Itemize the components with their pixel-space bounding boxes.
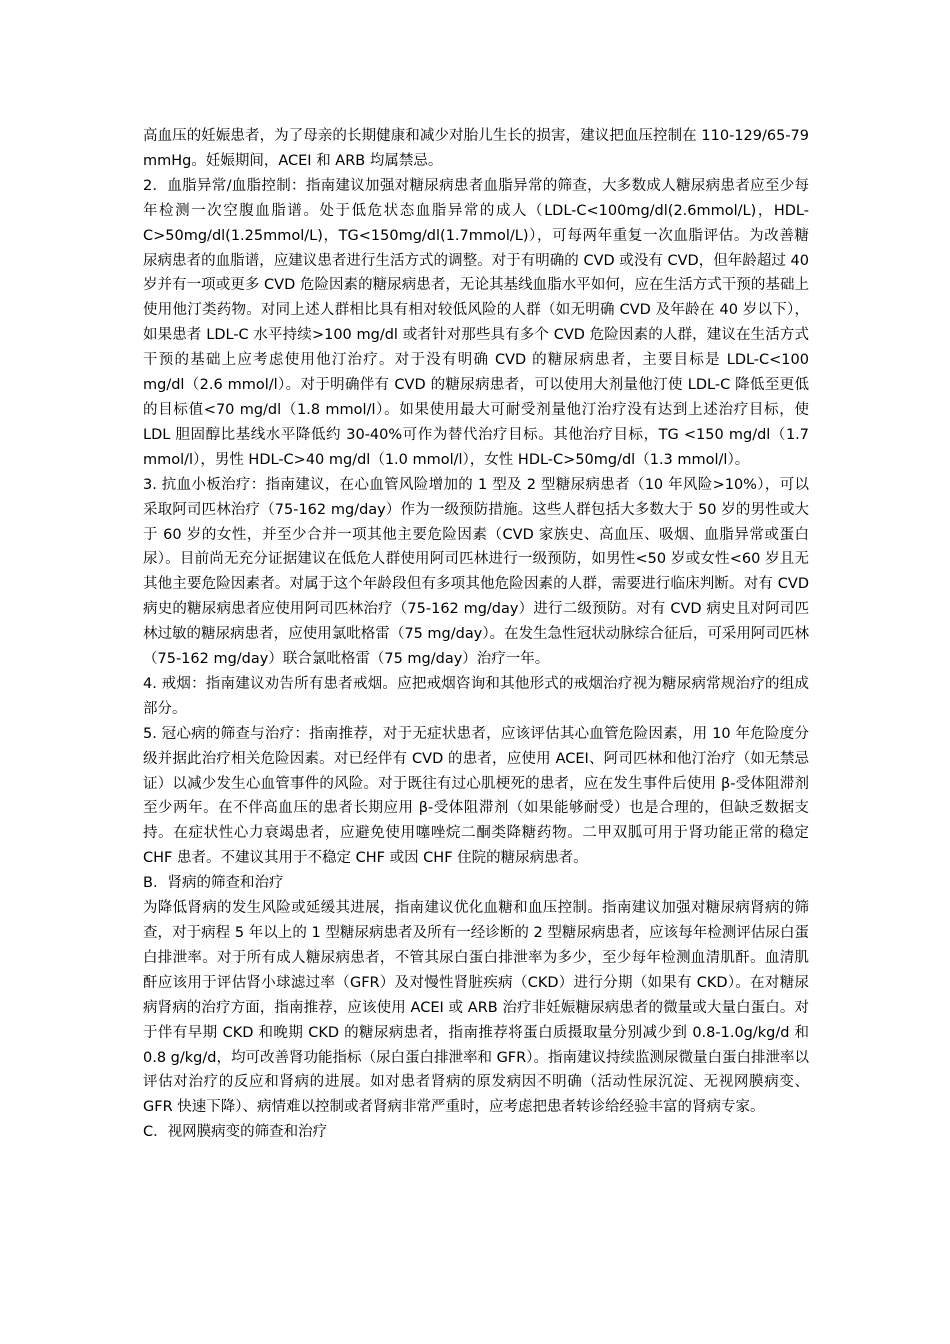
paragraph-nephropathy: 为降低肾病的发生风险或延缓其进展，指南建议优化血糖和血压控制。指南建议加强对糖尿病肾病的筛查，对于病程 5 年以上的 1 型糖尿病患者及所有一经诊断的 2 型糖尿病患者，应该每年检测评估尿白蛋白排泄率。对于所有成人糖尿病患者，不管其尿白蛋白排泄率为多少，至少每年检测血清肌酐。血清肌酐应该用于评估肾小球滤过率（GFR）及对慢性肾脏疾病（CKD）进行分期（如果有 CKD）。在对糖尿病肾病的治疗方面，指南推荐，应该使用 ACEI 或 ARB 治疗非妊娠糖尿病患者的微量或大量白蛋白。对于伴有早期 CKD 和晚期 CKD 的糖尿病患者，指南推荐将蛋白质摄取量分别减少到 0.8-1.0g/kg/d 和 0.8 g/kg/d，均可改善肾功能指标（尿白蛋白排泄率和 GFR）。指南建议持续监测尿微量白蛋白排泄率以评估对治疗的反应和肾病的进展。如对患者肾病的原发病因不明确（活动性尿沉淀、无视网膜病变、GFR 快速下降）、病情难以控制或者肾病非常严重时，应考虑把患者转诊给经验丰富的肾病专家。	[143, 900, 809, 1116]
paragraph-smoking: 4. 戒烟：指南建议劝告所有患者戒烟。应把戒烟咨询和其他形式的戒烟治疗视为糖尿病常规治疗的组成部分。	[143, 675, 809, 717]
section-heading-nephropathy: B．肾病的筛查和治疗	[143, 875, 284, 892]
document-page	[143, 124, 809, 1145]
section-heading-retinopathy: C．视网膜病变的筛查和治疗	[143, 1124, 328, 1141]
paragraph-coronary: 5. 冠心病的筛查与治疗：指南推荐，对于无症状患者，应该评估其心血管危险因素，用 10 年危险度分级并据此治疗相关危险因素。对已经伴有 CVD 的患者，应使用 ACEI、阿司匹林和他汀治疗（如无禁忌证）以减少发生心血管事件的风险。对于既往有过心肌梗死的患者，应在发生事件后使用 β-受体阻滞剂至少两年。在不伴高血压的患者长期应用 β-受体阻滞剂（如果能够耐受）也是合理的，但缺乏数据支持。在症状性心力衰竭患者，应避免使用噻唑烷二酮类降糖药物。二甲双胍可用于肾功能正常的稳定 CHF 患者。不建议其用于不稳定 CHF 或因 CHF 住院的糖尿病患者。	[143, 725, 809, 867]
paragraph-dyslipidemia: 2．血脂异常/血脂控制：指南建议加强对糖尿病患者血脂异常的筛查，大多数成人糖尿病患者应至少每年检测一次空腹血脂谱。处于低危状态血脂异常的成人（LDL-C<100mg/dl(2.6mmol/L)，HDL-C>50mg/dl(1.25mmol/L)，TG<150mg/dl(1.7mmol/L)），可每两年重复一次血脂评估。为改善糖尿病患者的血脂谱，应建议患者进行生活方式的调整。对于有明确的 CVD 或没有 CVD，但年龄超过 40 岁并有一项或更多 CVD 危险因素的糖尿病患者，无论其基线血脂水平如何，应在生活方式干预的基础上使用他汀类药物。对同上述人群相比具有相对较低风险的人群（如无明确 CVD 及年龄在 40 岁以下），如果患者 LDL-C 水平持续>100 mg/dl 或者针对那些具有多个 CVD 危险因素的人群，建议在生活方式干预的基础上应考虑使用他汀治疗。对于没有明确 CVD 的糖尿病患者，主要目标是 LDL-C<100 mg/dl（2.6 mmol/l）。对于明确伴有 CVD 的糖尿病患者，可以使用大剂量他汀使 LDL-C 降低至更低的目标值<70 mg/dl（1.8 mmol/l）。如果使用最大可耐受剂量他汀治疗没有达到上述治疗目标，使 LDL 胆固醇比基线水平降低约 30-40%可作为替代治疗目标。其他治疗目标，TG <150 mg/dl（1.7 mmol/l），男性 HDL-C>40 mg/dl（1.0 mmol/l），女性 HDL-C>50mg/dl（1.3 mmol/l）。	[143, 177, 809, 468]
paragraph-hypertension-pregnancy: 高血压的妊娠患者，为了母亲的长期健康和减少对胎儿生长的损害，建议把血压控制在 110-129/65-79 mmHg。妊娠期间，ACEI 和 ARB 均属禁忌。	[143, 128, 809, 169]
paragraph-antiplatelet: 3. 抗血小板治疗：指南建议，在心血管风险增加的 1 型及 2 型糖尿病患者（10 年风险>10%），可以采取阿司匹林治疗（75-162 mg/day）作为一级预防措施。这些人群包括大多数大于 50 岁的男性或大于 60 岁的女性，并至少合并一项其他主要危险因素（CVD 家族史、高血压、吸烟、血脂异常或蛋白尿）。目前尚无充分证据建议在低危人群使用阿司匹林进行一级预防，如男性<50 岁或女性<60 岁且无其他主要危险因素者。对属于这个年龄段但有多项其他危险因素的人群，需要进行临床判断。对有 CVD 病史的糖尿病患者应使用阿司匹林治疗（75-162 mg/day）进行二级预防。对有 CVD 病史且对阿司匹林过敏的糖尿病患者，应使用氯吡格雷（75 mg/day）。在发生急性冠状动脉综合征后，可采用阿司匹林（75-162 mg/day）联合氯吡格雷（75 mg/day）治疗一年。	[143, 476, 809, 668]
